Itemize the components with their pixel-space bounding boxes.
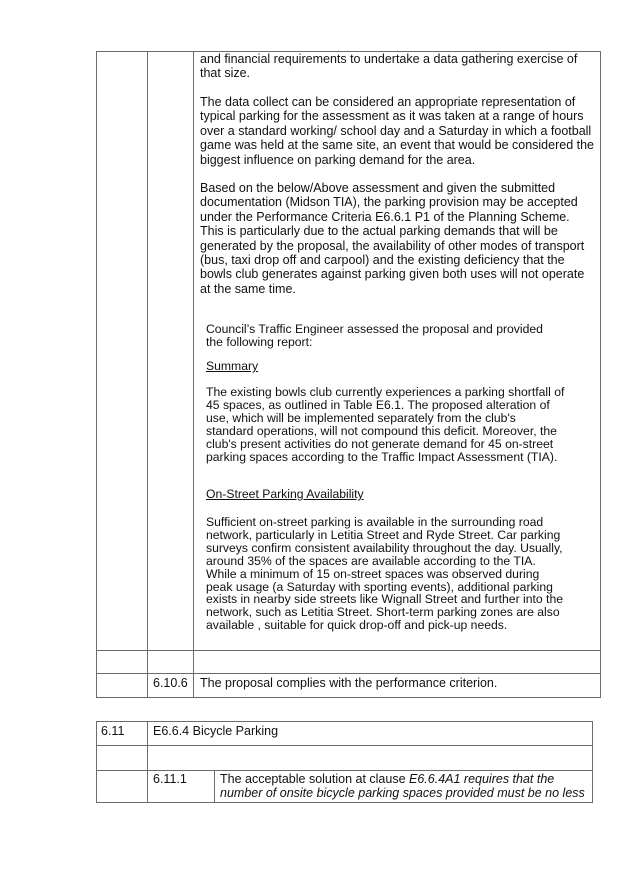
row-text-6-11-1 — [220, 772, 590, 801]
section-number-6-11: 6.11 — [101, 724, 125, 738]
table1-col-divider-2 — [193, 51, 194, 698]
table2-right-border — [592, 721, 593, 802]
table2-col-divider-2 — [214, 770, 215, 802]
row-text-italic: E6.6.4A1 requires that the number of onsite bicycle parking spaces provided must be no less — [220, 772, 585, 801]
table1-right-border — [600, 51, 601, 698]
onstreet-text: Sufficient on-street parking is available in the surrounding road network, particularly in Letitia Street and Ryde Street. Car parking surveys confirm consistent availability throughout the day. Usually, around 35% of the spaces are available according to the TIA. While a minimum of 15 on-street spaces was observed during peak usage (a Saturday with sporting events), additional parking exists in nearby side streets like Wignall Street and further into the network, such as Letitia Street. Short-term parking zones are also available , suitable for quick drop-off and pick-up needs. — [206, 515, 563, 633]
summary-heading: Summary — [206, 359, 259, 373]
table1-row-border-1 — [96, 650, 601, 651]
table2-col-divider-1 — [147, 721, 148, 802]
paragraph-data-collect: The data collect can be considered an appropriate representation of typical parking for the assessment as it was taken at a range of hours over a standard working/ school day and a Saturday in which a football game was held at the same site, an event that would be considered the biggest influence on parking demand for the area. — [200, 95, 594, 167]
row-number-6-10-6: 6.10.6 — [153, 676, 188, 690]
table2-left-border — [96, 721, 97, 802]
report-intro: Council’s Traffic Engineer assessed the proposal and provided the following report: — [206, 322, 543, 349]
table1-row-border-2 — [96, 673, 601, 674]
table1-left-border — [96, 51, 97, 698]
onstreet-heading: On-Street Parking Availability — [206, 487, 364, 501]
table2-row-border-1 — [96, 745, 593, 746]
paragraph-financial: and financial requirements to undertake a data gathering exercise of that size. — [200, 52, 578, 81]
row-text-6-10-6: The proposal complies with the performance criterion. — [200, 676, 498, 690]
table1-col-divider-1 — [147, 51, 148, 698]
row-text-plain: The acceptable solution at clause — [220, 772, 410, 786]
table2-top-border — [96, 721, 593, 722]
table2-bottom-border — [96, 802, 593, 803]
table2-row-border-2 — [96, 770, 593, 771]
row-number-6-11-1: 6.11.1 — [153, 772, 187, 786]
table1-bottom-border — [96, 697, 601, 698]
paragraph-assessment: Based on the below/Above assessment and given the submitted documentation (Midson TIA), the parking provision may be accepted under the Performance Criteria E6.6.1 P1 of the Planning Scheme. This is particularly due to the actual parking demands that will be generated by the proposal, the availability of other modes of transport (bus, taxi drop off and carpool) and the existing deficiency that the bowls club generates against parking given both uses will not operate at the same time. — [200, 181, 585, 296]
section-title-bicycle-parking: E6.6.4 Bicycle Parking — [153, 724, 279, 738]
summary-text: The existing bowls club currently experiences a parking shortfall of 45 spaces, as outlined in Table E6.1. The proposed alteration of use, which will be implemented separately from the club's standard operations, will not compound this deficit. Moreover, the club's present activities do not generate demand for 45 on-street parking spaces according to the Traffic Impact Assessment (TIA). — [206, 385, 565, 464]
